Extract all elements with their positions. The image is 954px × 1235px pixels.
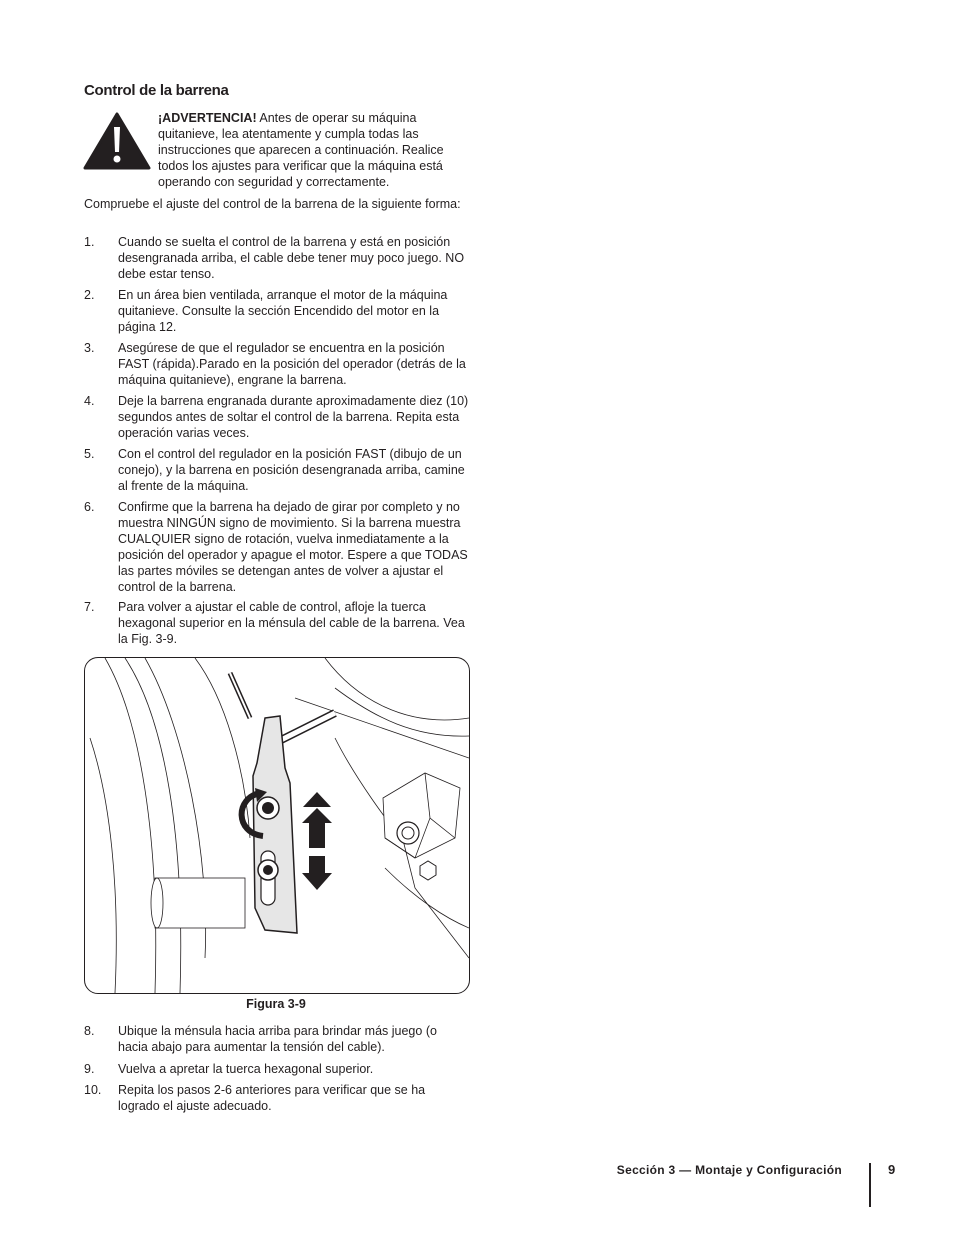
- figure-3-9-illustration: [84, 657, 470, 994]
- intro-paragraph: Compruebe el ajuste del control de la barrena de la siguiente forma:: [84, 197, 461, 211]
- step-number: 8.: [84, 1024, 95, 1038]
- step-number: 6.: [84, 500, 95, 514]
- section-heading: Control de la barrena: [84, 82, 229, 99]
- warning-body: Antes de operar su máquina quitanieve, lea atentamente y cumpla todas las instrucciones que aparecen a continuación. Realice todos los ajustes para verificar que la máquina está operando con seguridad y correctamente.: [158, 111, 444, 189]
- step-text: Deje la barrena engranada durante aproximadamente diez (10) segundos antes de soltar el control de la barrena. Repita esta operación varias veces.: [118, 394, 469, 440]
- step-text: Con el control del regulador en la posición FAST (dibujo de un conejo), y la barrena en posición desengranada arriba, camine al frente de la máquina.: [118, 447, 465, 493]
- step-text: Repita los pasos 2-6 anteriores para verificar que se ha logrado el ajuste adecuado.: [118, 1083, 426, 1113]
- warning-exclamation-icon: [83, 112, 151, 170]
- step-text: Cuando se suelta el control de la barrena y está en posición desengranada arriba, el cable debe tener muy poco juego. NO debe estar tenso.: [118, 235, 465, 281]
- step-text: Confirme que la barrena ha dejado de girar por completo y no muestra NINGÚN signo de movimiento. Si la barrena muestra CUALQUIER signo de rotación, vuelva inmediatamente a la posición del operador y apague el motor. Espere a que TODAS las partes móviles se detengan antes de volver a ajustar el control de la barrena.: [118, 500, 468, 594]
- step-number: 9.: [84, 1062, 95, 1076]
- step-number: 2.: [84, 288, 95, 302]
- auger-cable-bracket-drawing: [85, 658, 469, 993]
- page-number: 9: [888, 1162, 896, 1177]
- step-text: Para volver a ajustar el cable de control, afloje la tuerca hexagonal superior en la ménsula del cable de la barrena. Vea la Fig. 3-9.: [118, 600, 465, 646]
- step-number: 10.: [84, 1083, 102, 1097]
- step-text: En un área bien ventilada, arranque el motor de la máquina quitanieve. Consulte la sección Encendido del motor en la página 12.: [118, 288, 448, 334]
- step-number: 7.: [84, 600, 95, 614]
- step-number: 5.: [84, 447, 95, 461]
- step-number: 1.: [84, 235, 95, 249]
- warning-text: [158, 110, 473, 190]
- figure-caption: Figura 3-9: [246, 997, 306, 1011]
- step-text: Vuelva a apretar la tuerca hexagonal superior.: [118, 1062, 374, 1076]
- step-text: Asegúrese de que el regulador se encuentra en la posición FAST (rápida).Parado en la posición del operador (detrás de la máquina quitanieve), engrane la barrena.: [118, 341, 466, 387]
- step-text: Ubique la ménsula hacia arriba para brindar más juego (o hacia abajo para aumentar la tensión del cable).: [118, 1024, 437, 1054]
- warning-label: ¡ADVERTENCIA!: [158, 111, 257, 125]
- footer-section-title: Sección 3 — Montaje y Configuración: [616, 1163, 842, 1177]
- footer-divider: [869, 1163, 871, 1207]
- step-number: 4.: [84, 394, 95, 408]
- step-number: 3.: [84, 341, 95, 355]
